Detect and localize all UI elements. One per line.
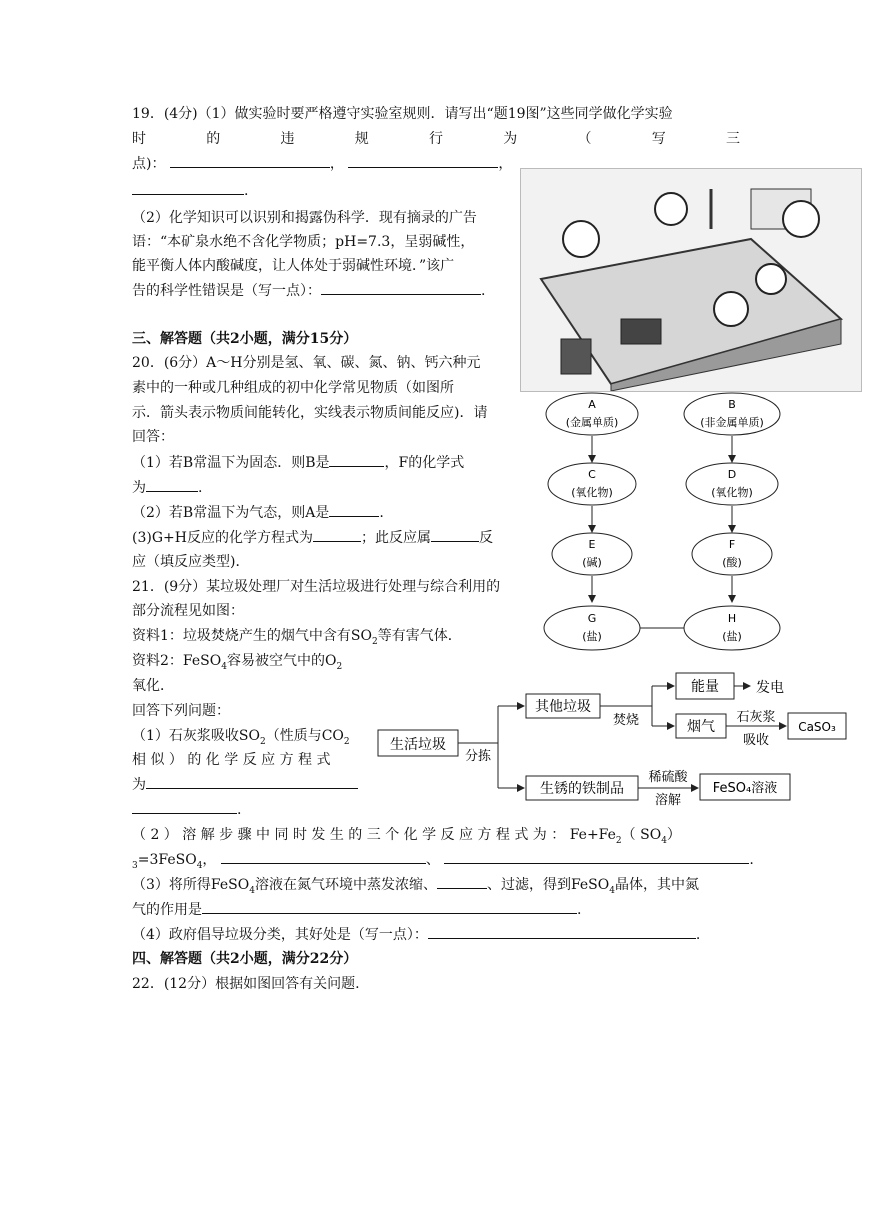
text: . bbox=[244, 183, 249, 199]
q21-p3-l2 bbox=[132, 899, 581, 921]
subscript: 2 bbox=[259, 736, 266, 747]
text: 为 bbox=[132, 480, 146, 496]
flow-label-acid: 稀硫酸 bbox=[648, 770, 688, 785]
flow-label: 其他垃圾 bbox=[535, 699, 591, 715]
q20-q1-cont bbox=[132, 477, 202, 499]
answer-blank[interactable] bbox=[329, 452, 384, 467]
q20-l4: 回答： bbox=[132, 429, 174, 445]
box-feso4 bbox=[700, 774, 790, 800]
answer-blank[interactable] bbox=[329, 502, 379, 517]
text: 、 bbox=[425, 852, 440, 868]
subscript: 4 bbox=[661, 835, 667, 846]
answer-blank[interactable] bbox=[348, 153, 498, 168]
flow-label-lime: 石灰浆 bbox=[736, 710, 776, 725]
node-desc: (酸) bbox=[722, 556, 742, 569]
q19-line2 bbox=[132, 128, 740, 150]
answer-blank[interactable] bbox=[170, 153, 330, 168]
answer-blank[interactable] bbox=[437, 874, 487, 889]
text: ， bbox=[202, 852, 217, 868]
lab-scene-drawing bbox=[521, 169, 861, 391]
text: （1）石灰浆吸收SO bbox=[132, 728, 260, 744]
node-desc: (氧化物) bbox=[711, 486, 753, 499]
text: ；此反应属 bbox=[360, 530, 431, 546]
text: 气的作用是 bbox=[132, 902, 202, 918]
text: 晶体，其中氮 bbox=[615, 877, 699, 893]
q21-p2-l2 bbox=[132, 849, 754, 877]
box-smoke bbox=[676, 714, 726, 738]
q21-l1: 21．(9分）某垃圾处理厂对生活垃圾进行处理与综合利用的 bbox=[132, 579, 501, 595]
node-letter: E bbox=[588, 538, 596, 551]
q21-p4 bbox=[132, 924, 700, 946]
subscript: 4 bbox=[221, 661, 227, 672]
word: 时 bbox=[132, 131, 146, 147]
q21-res2-cont: 氧化． bbox=[132, 678, 174, 694]
text: 告的科学性错误是（写一点）： bbox=[132, 283, 321, 299]
text: （1）若B常温下为固态．则B是 bbox=[132, 455, 330, 471]
word: 写 bbox=[651, 131, 666, 147]
word: 三 bbox=[726, 131, 740, 147]
node-g bbox=[544, 606, 640, 650]
flow-label-sort: 分拣 bbox=[464, 749, 492, 764]
word: 违 bbox=[280, 131, 295, 147]
subscript: 2 bbox=[336, 661, 343, 672]
node-letter: C bbox=[588, 468, 596, 481]
q21-p1-l2: 相 似 ） 的 化 学 反 应 方 程 式 bbox=[132, 752, 331, 768]
answer-blank[interactable] bbox=[146, 477, 198, 492]
node-letter: G bbox=[587, 612, 597, 625]
q20-q3-cont: 应（填反应类型)． bbox=[132, 554, 250, 570]
answer-blank[interactable] bbox=[221, 849, 426, 864]
box-energy bbox=[676, 673, 734, 699]
q20-q1 bbox=[132, 452, 464, 474]
text: 资料2：FeSO bbox=[132, 653, 222, 669]
text: . bbox=[379, 505, 384, 521]
answer-blank[interactable] bbox=[444, 849, 749, 864]
flow-label-dissolve: 溶解 bbox=[654, 793, 682, 808]
text: （4）政府倡导垃圾分类，其好处是（写一点）： bbox=[132, 927, 428, 943]
text: 点)： bbox=[132, 156, 166, 172]
answer-blank[interactable] bbox=[431, 527, 479, 542]
flow-label-power: 发电 bbox=[756, 680, 784, 696]
text: . bbox=[198, 480, 203, 496]
box-other-waste bbox=[526, 694, 600, 718]
subscript: 4 bbox=[196, 860, 203, 871]
q21-ask: 回答下列问题： bbox=[132, 703, 230, 719]
q21-p1-l4 bbox=[132, 799, 241, 821]
q19-p2-l2: 语：“本矿泉水绝不含化学物质；pH=7.3，呈弱碱性， bbox=[132, 234, 475, 250]
node-letter: H bbox=[727, 612, 737, 625]
text: （3）将所得FeSO bbox=[132, 877, 250, 893]
q20-q3 bbox=[132, 527, 493, 549]
word: 规 bbox=[354, 131, 369, 147]
answer-blank[interactable] bbox=[146, 774, 358, 789]
node-b bbox=[684, 393, 780, 435]
node-letter: F bbox=[728, 538, 736, 551]
q19-line3 bbox=[132, 153, 512, 175]
box-living-waste bbox=[378, 730, 458, 756]
q21-p1-l3 bbox=[132, 774, 358, 796]
text: 、过滤，得到FeSO bbox=[486, 877, 610, 893]
q21-l2: 部分流程见如图： bbox=[132, 603, 244, 619]
answer-blank[interactable] bbox=[321, 280, 481, 295]
node-desc: (氧化物) bbox=[571, 486, 613, 499]
text: . bbox=[695, 927, 701, 943]
answer-blank[interactable] bbox=[313, 527, 361, 542]
q21-flow-diagram bbox=[372, 668, 854, 813]
subscript: 2 bbox=[615, 835, 622, 846]
q21-res2 bbox=[132, 650, 342, 678]
text: . bbox=[749, 852, 754, 868]
node-h bbox=[684, 606, 780, 650]
flow-label: 生锈的铁制品 bbox=[540, 781, 624, 797]
answer-blank[interactable] bbox=[132, 180, 244, 195]
subscript: 2 bbox=[371, 636, 378, 647]
node-c bbox=[548, 463, 636, 505]
text: ， bbox=[498, 156, 513, 172]
flow-label-absorb: 吸收 bbox=[742, 733, 770, 748]
flow-label: FeSO₄溶液 bbox=[712, 781, 778, 796]
subscript: 4 bbox=[609, 885, 615, 896]
text: . bbox=[481, 283, 486, 299]
q21-p2 bbox=[132, 824, 681, 852]
text: (3)G+H反应的化学方程式为 bbox=[132, 530, 313, 546]
lab-illustration bbox=[520, 168, 862, 392]
answer-blank[interactable] bbox=[428, 924, 696, 939]
q20-q2 bbox=[132, 502, 384, 524]
q19-p2-l1: （2）化学知识可以识别和揭露伪科学．现有摘录的广告 bbox=[132, 210, 477, 226]
word: 行 bbox=[429, 131, 443, 147]
q21-res1 bbox=[132, 625, 462, 653]
node-a bbox=[546, 393, 638, 435]
text: 容易被空气中的O bbox=[226, 653, 337, 669]
box-caso3 bbox=[788, 713, 846, 739]
q21-p3 bbox=[132, 874, 699, 902]
flow-label-burn: 焚烧 bbox=[612, 713, 640, 728]
node-letter: B bbox=[728, 398, 736, 411]
text: =3FeSO bbox=[137, 852, 197, 868]
text: . bbox=[577, 902, 582, 918]
q19-line1: 19．(4分)（1）做实验时要严格遵守实验室规则．请写出“题19图”这些同学做化学实验 bbox=[132, 106, 673, 122]
node-desc: (盐) bbox=[722, 630, 742, 643]
node-f bbox=[692, 533, 772, 575]
q19-p2-l3: 能平衡人体内酸碱度，让人体处于弱碱性环境．”该广 bbox=[132, 258, 455, 274]
node-desc: (盐) bbox=[582, 630, 602, 643]
node-desc: (非金属单质) bbox=[700, 416, 764, 429]
text: ，F的化学式 bbox=[384, 455, 465, 471]
flow-label: CaSO₃ bbox=[798, 720, 836, 734]
answer-blank[interactable] bbox=[202, 899, 577, 914]
subscript: 2 bbox=[343, 736, 350, 747]
q20-l2: 素中的一种或几种组成的初中化学常见物质（如图所 bbox=[132, 380, 454, 396]
text: 反 bbox=[478, 530, 493, 546]
text: ） bbox=[666, 827, 681, 843]
node-desc: (碱) bbox=[582, 556, 602, 569]
q19-p2-l4 bbox=[132, 280, 485, 302]
flow-label: 能量 bbox=[691, 679, 719, 695]
section-4-title: 四、解答题（共2小题，满分22分） bbox=[132, 951, 358, 967]
word: 为 bbox=[503, 131, 518, 147]
text: 为 bbox=[132, 777, 146, 793]
box-rusted-iron bbox=[526, 776, 638, 800]
section-3-title: 三、解答题（共2小题，满分15分） bbox=[132, 331, 358, 347]
flow-label: 烟气 bbox=[687, 719, 715, 735]
node-desc: (金属单质) bbox=[565, 416, 619, 429]
node-e bbox=[552, 533, 632, 575]
text: （ 2 ） 溶 解 步 骤 中 同 时 发 生 的 三 个 化 学 反 应 方 程 式 为 ： Fe+Fe bbox=[132, 827, 616, 843]
word: （ bbox=[577, 131, 592, 147]
answer-blank[interactable] bbox=[132, 799, 237, 814]
node-letter: D bbox=[727, 468, 737, 481]
text: 溶液在氮气环境中蒸发浓缩、 bbox=[254, 877, 437, 893]
q20-relation-diagram bbox=[540, 392, 800, 654]
subscript: 3 bbox=[132, 860, 138, 871]
text: 等有害气体． bbox=[377, 628, 462, 644]
text: （性质与CO bbox=[265, 728, 344, 744]
node-letter: A bbox=[588, 398, 596, 411]
text: ， bbox=[329, 156, 344, 172]
text: 资料1：垃圾焚烧产生的烟气中含有SO bbox=[132, 628, 372, 644]
flow-label: 生活垃圾 bbox=[390, 737, 446, 753]
q22-l1: 22．(12分）根据如图回答有关问题. bbox=[132, 976, 360, 992]
word: 的 bbox=[206, 131, 221, 147]
subscript: 4 bbox=[249, 885, 255, 896]
text: （ SO bbox=[621, 827, 662, 843]
text: （2）若B常温下为气态，则A是 bbox=[132, 505, 330, 521]
q20-l1: 20．(6分）A～H分别是氢、氧、碳、氮、钠、钙六种元 bbox=[132, 355, 481, 371]
node-d bbox=[686, 463, 778, 505]
q20-l3: 示．箭头表示物质间能转化，实线表示物质间能反应)．请 bbox=[132, 405, 488, 421]
q19-line4 bbox=[132, 180, 248, 202]
text: . bbox=[237, 802, 242, 818]
